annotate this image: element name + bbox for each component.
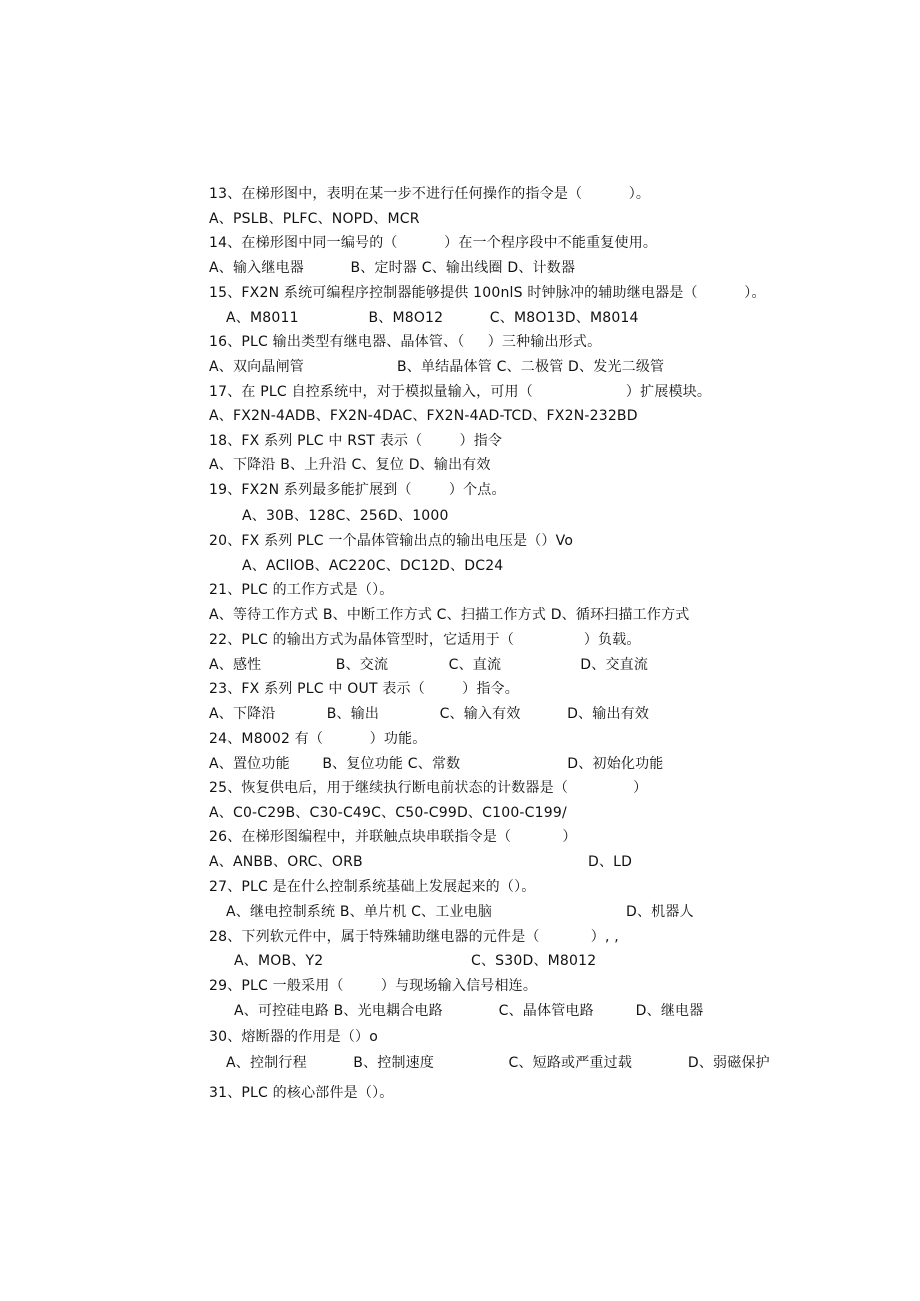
options-28-right: C、S30D、M8012 xyxy=(471,953,597,969)
question-24: 24、M8002 有（ ）功能。 xyxy=(209,731,427,747)
options-30: A、控制行程 B、控制速度 C、短路或严重过载 D、弱磁保护 xyxy=(226,1055,770,1071)
options-21: A、等待工作方式 B、中断工作方式 C、扫描工作方式 D、循环扫描工作方式 xyxy=(209,607,690,623)
options-20: A、ACllOB、AC220C、DC12D、DC24 xyxy=(242,558,504,574)
options-27-right: D、机器人 xyxy=(626,904,694,920)
question-27: 27、PLC 是在什么控制系统基础上发展起来的（）。 xyxy=(209,879,536,895)
question-22: 22、PLC 的输出方式为晶体管型时，它适用于（ ）负载。 xyxy=(209,632,641,648)
options-14: A、输入继电器 B、定时器 C、输出线圈 D、计数器 xyxy=(209,260,576,276)
question-23: 23、FX 系列 PLC 中 OUT 表示（ ）指令。 xyxy=(209,681,519,697)
options-22: A、感性 B、交流 C、直流 D、交直流 xyxy=(209,657,649,673)
options-23: A、下降沿 B、输出 C、输入有效 D、输出有效 xyxy=(209,706,650,722)
question-16: 16、PLC 输出类型有继电器、晶体管、（ ）三种输出形式。 xyxy=(209,334,602,350)
question-25: 25、恢复供电后，用于继续执行断电前状态的计数器是（ ） xyxy=(209,780,648,796)
options-13: A、PSLB、PLFC、NOPD、MCR xyxy=(209,211,420,227)
question-14: 14、在梯形图中同一编号的（ ）在一个程序段中不能重复使用。 xyxy=(209,235,658,251)
question-31: 31、PLC 的核心部件是（）。 xyxy=(209,1085,394,1101)
question-26: 26、在梯形图编程中，并联触点块串联指令是（ ） xyxy=(209,829,577,845)
options-16: A、双向晶闸管 B、单结晶体管 C、二极管 D、发光二级管 xyxy=(209,359,665,375)
options-17: A、FX2N-4ADB、FX2N-4DAC、FX2N-4AD-TCD、FX2N-232BD xyxy=(209,408,638,424)
question-13: 13、在梯形图中，表明在某一步不进行任何操作的指令是（ ）。 xyxy=(209,186,651,202)
question-29: 29、PLC 一般采用（ ）与现场输入信号相连。 xyxy=(209,978,538,994)
question-19: 19、FX2N 系列最多能扩展到（ ）个点。 xyxy=(209,482,506,498)
options-24: A、置位功能 B、复位功能 C、常数 D、初始化功能 xyxy=(209,756,664,772)
options-27-left: A、继电控制系统 B、单片机 C、工业电脑 xyxy=(226,904,493,920)
question-20: 20、FX 系列 PLC 一个晶体管输出点的输出电压是（）Vo xyxy=(209,533,574,549)
question-21: 21、PLC 的工作方式是（）。 xyxy=(209,582,394,598)
options-25: A、C0-C29B、C30-C49C、C50-C99D、C100-C199/ xyxy=(209,805,567,821)
question-28: 28、下列软元件中，属于特殊辅助继电器的元件是（ ）, , xyxy=(209,929,619,945)
options-18: A、下降沿 B、上升沿 C、复位 D、输出有效 xyxy=(209,457,491,473)
options-26-left: A、ANBB、ORC、ORB xyxy=(209,854,363,870)
question-17: 17、在 PLC 自控系统中，对于模拟量输入，可用（ ）扩展模块。 xyxy=(209,384,712,400)
options-26-right: D、LD xyxy=(588,854,633,870)
question-15: 15、FX2N 系统可编程序控制器能够提供 100nlS 时钟脉冲的辅助继电器是（ ）。 xyxy=(209,285,766,301)
options-19: A、30B、128C、256D、1000 xyxy=(242,508,449,524)
options-15: A、M8011 B、M8O12 C、M8O13D、M8014 xyxy=(226,310,639,326)
question-18: 18、FX 系列 PLC 中 RST 表示（ ）指令 xyxy=(209,433,503,449)
options-29: A、可控硅电路 B、光电耦合电路 C、晶体管电路 D、继电器 xyxy=(234,1003,704,1019)
options-28-left: A、MOB、Y2 xyxy=(234,953,324,969)
question-30: 30、熔断器的作用是（）o xyxy=(209,1029,378,1045)
